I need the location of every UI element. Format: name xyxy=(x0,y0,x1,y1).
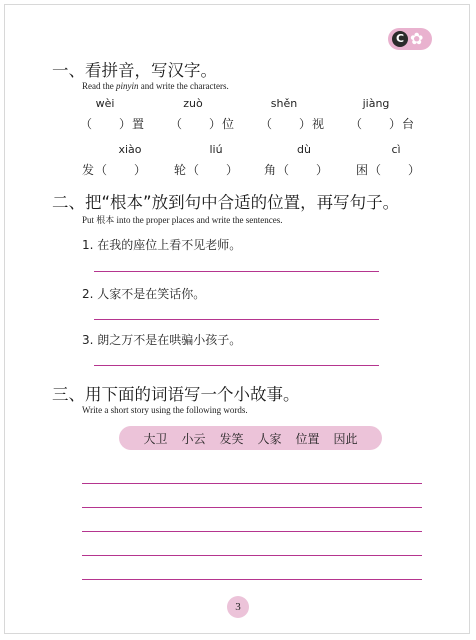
answer-line-1[interactable] xyxy=(94,271,379,272)
pinyin-jiang: jiàng xyxy=(362,97,390,110)
pinyin-liu: liú xyxy=(209,143,223,156)
section2-title: 二、把“根本”放到句中合适的位置，再写句子。 xyxy=(52,193,400,212)
pinyin-du: dù xyxy=(297,143,311,156)
word-3: 发笑 xyxy=(219,431,244,446)
pinyin-ci: cì xyxy=(391,143,401,156)
fill-item-2[interactable]: （ ）位 xyxy=(170,117,236,131)
pinyin-shen: shěn xyxy=(270,97,298,110)
story-line-3[interactable] xyxy=(82,531,422,532)
sentence-1: 1. 在我的座位上看不见老师。 xyxy=(82,238,242,252)
answer-line-3[interactable] xyxy=(94,365,379,366)
story-line-1[interactable] xyxy=(82,483,422,484)
word-bank xyxy=(119,426,382,450)
story-line-2[interactable] xyxy=(82,507,422,508)
fill-item-4[interactable]: （ ）台 xyxy=(350,117,416,131)
word-6: 因此 xyxy=(333,431,358,446)
fill-item-7[interactable]: 角（ ） xyxy=(264,163,330,177)
fill-item-8[interactable]: 困（ ） xyxy=(356,163,422,177)
page-number: 3 xyxy=(227,596,249,618)
badge-letter: C xyxy=(392,31,408,47)
word-1: 大卫 xyxy=(143,431,168,446)
fill-item-3[interactable]: （ ）视 xyxy=(260,117,326,131)
section3-title: 三、用下面的词语写一个小故事。 xyxy=(52,385,300,404)
sentence-3: 3. 朗之万不是在哄骗小孩子。 xyxy=(82,333,242,347)
section3-instruction: Write a short story using the following words. xyxy=(82,405,248,415)
word-5: 位置 xyxy=(295,431,320,446)
story-line-4[interactable] xyxy=(82,555,422,556)
section1-title: 一、看拼音，写汉字。 xyxy=(52,61,217,80)
answer-line-2[interactable] xyxy=(94,319,379,320)
section1-instruction: Read the pinyin and write the characters. xyxy=(82,81,229,91)
fill-item-1[interactable]: （ ）置 xyxy=(80,117,146,131)
pinyin-wei: wèi xyxy=(95,97,115,110)
pinyin-xiao: xiào xyxy=(118,143,142,156)
sentence-2: 2. 人家不是在笑话你。 xyxy=(82,287,206,301)
flower-icon: ✿ xyxy=(410,29,424,48)
word-4: 人家 xyxy=(257,431,282,446)
word-2: 小云 xyxy=(181,431,206,446)
section2-instruction: Put 根本 into the proper places and write the sentences. xyxy=(82,215,283,225)
fill-item-6[interactable]: 轮（ ） xyxy=(174,163,240,177)
pinyin-zuo: zuò xyxy=(183,97,203,110)
story-line-5[interactable] xyxy=(82,579,422,580)
fill-item-5[interactable]: 发（ ） xyxy=(82,163,148,177)
